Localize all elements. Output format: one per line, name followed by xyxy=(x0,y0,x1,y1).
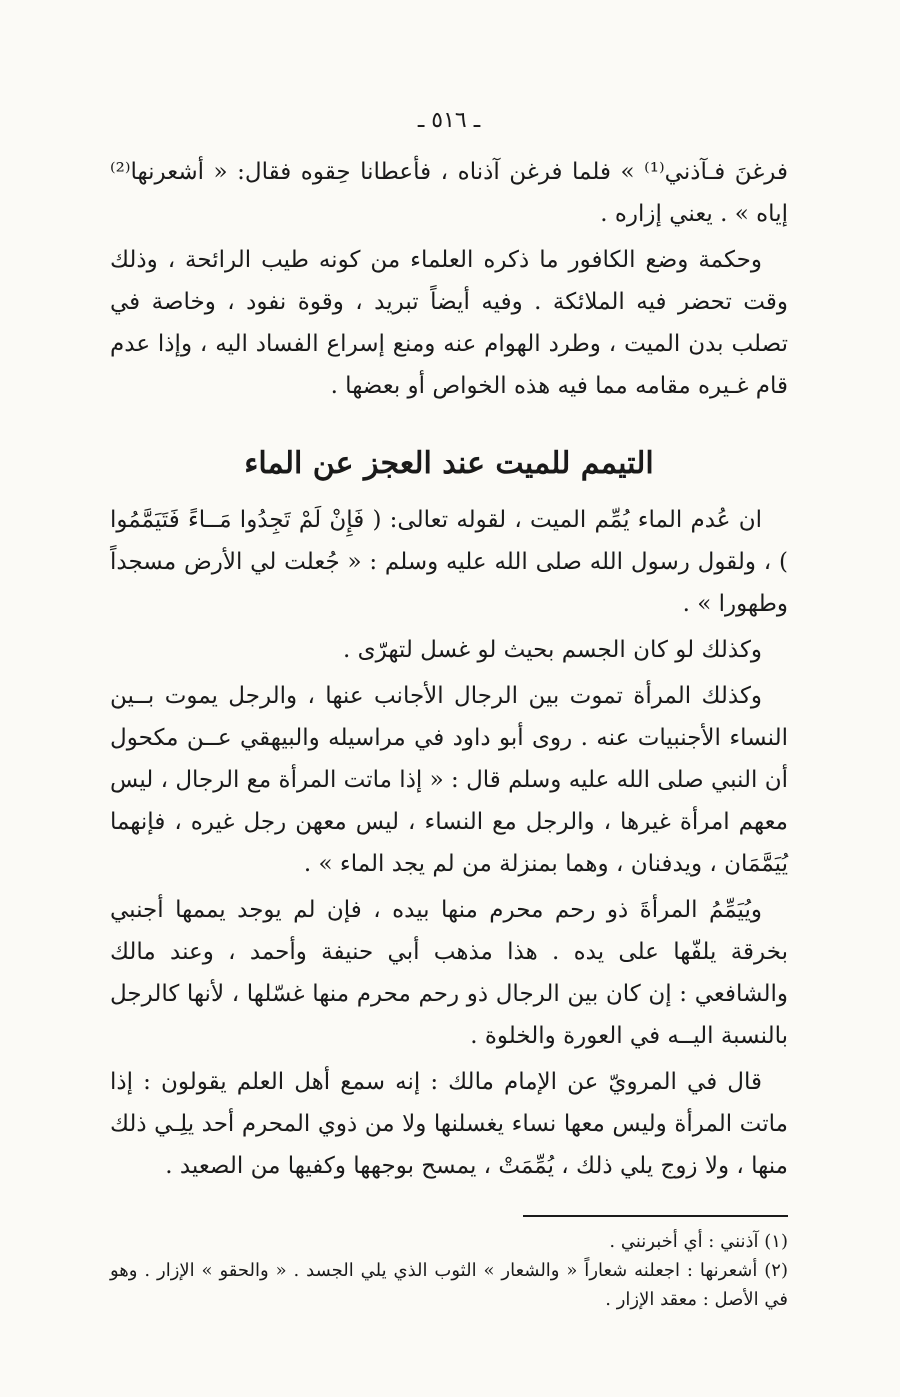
paragraph-woman-among-men: وكذلك المرأة تموت بين الرجال الأجانب عنها ، والرجل يموت بــين النساء الأجنبيات عنه . روى أبو داود في مراسيله والبيهقي عــن مكحول أن النبي صلى الله عليه وسلم قال : « إذا ماتت المرأة مع الرجال ، ليس معهم امرأة غيرها ، والرجل مع النساء ، ليس معهن رجل غيره ، فإنهما يُيَمَّمَان ، ويدفنان ، وهما بمنزلة من لم يجد الماء » . xyxy=(110,683,788,877)
footnote-2: (٢) أشعرنها : اجعلنه شعاراً « والشعار » الثوب الذي يلي الجسد . « والحقو » الإزار . وهو في الأصل : معقد الإزار . xyxy=(110,1260,788,1310)
section-heading: التيمم للميت عند العجز عن الماء xyxy=(244,446,654,481)
footnote-1: (١) آذنني : أي أخبرنني . xyxy=(609,1231,788,1252)
page-number: ـ ٥١٦ ـ xyxy=(417,108,481,133)
paragraph-tayammum-rule: ان عُدم الماء يُمِّم الميت ، لقوله تعالى: ( فَإِنْ لَمْ تَجِدُوا مَــاءً فَتَيَمَّمُوا ) ، ولقول رسول الله صلى الله عليه وسلم : « جُعلت لي الأرض مسجداً وطهورا » . xyxy=(110,507,788,617)
paragraph-who-performs: ويُيَمِّمُ المرأةَ ذو رحم محرم منها بيده ، فإن لم يوجد يممها أجنبي بخرقة يلفّها على يده . هذا مذهب أبي حنيفة وأحمد ، وعند مالك والشافعي : إن كان بين الرجال ذو رحم محرم منها غسّلها ، لأنها كالرجل بالنسبة اليــه في العورة والخلوة . xyxy=(110,897,788,1049)
paragraph-malik-narration: قال في المرويّ عن الإمام مالك : إنه سمع أهل العلم يقولون : إذا ماتت المرأة وليس معها نساء يغسلنها ولا من ذوي المحرم أحد يلِـي ذلك منها ، ولا زوج يلي ذلك ، يُمِّمَتْ ، يمسح بوجهها وكفيها من الصعيد . xyxy=(110,1069,788,1179)
paragraph-body-condition: وكذلك لو كان الجسم بحيث لو غسل لتهرّى . xyxy=(343,637,762,663)
footnote-divider xyxy=(523,1215,788,1217)
paragraph-camphor-wisdom: وحكمة وضع الكافور ما ذكره العلماء من كونه طيب الرائحة ، وذلك وقت تحضر فيه الملائكة . وفيه أيضاً تبريد ، وقوة نفود ، وخاصة في تصلب بدن الميت ، وطرد الهوام عنه ومنع إسراع الفساد اليه ، وإذا عدم قام غـيره مقامه مما فيه هذه الخواص أو بعضها . xyxy=(110,247,788,399)
paragraph-continuation: فرغنَ فـآذني⁽¹⁾ » فلما فرغن آذناه ، فأعطانا حِقوه فقال: « أشعرنها⁽²⁾ إياه » . يعني إزاره . xyxy=(110,159,788,227)
